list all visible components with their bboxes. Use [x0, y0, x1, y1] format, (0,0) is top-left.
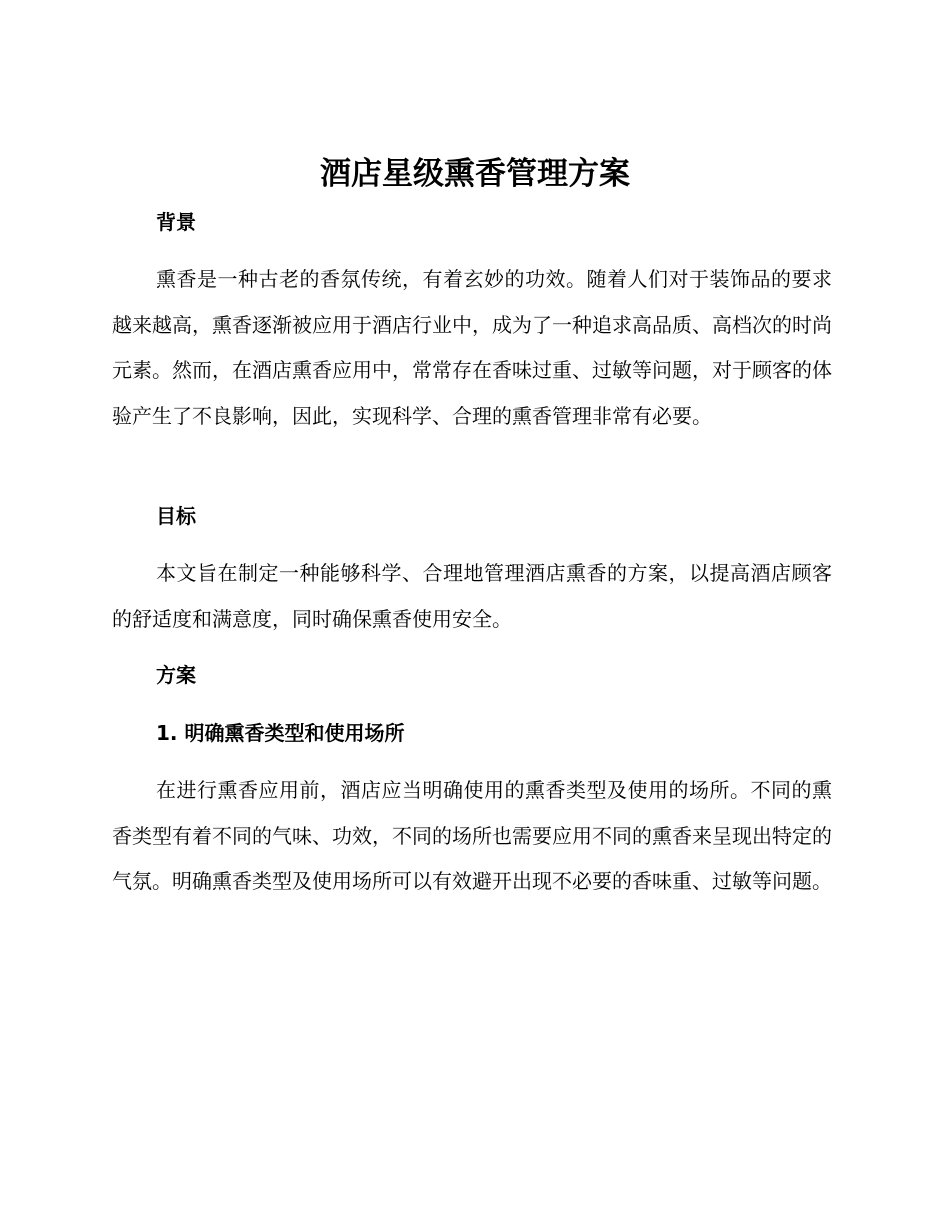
subsection-heading-1: 1. 明确熏香类型和使用场所: [156, 721, 405, 745]
section-paragraph-background: 熏香是一种古老的香氛传统，有着玄妙的功效。随着人们对于装饰品的要求越来越高，熏香逐渐被应用于酒店行业中，成为了一种追求高品质、高档次的时尚元素。然而，在酒店熏香应用中，常常存在香味过重、过敏等问题，对于顾客的体验产生了不良影响，因此，实现科学、合理的熏香管理非常有必要。: [112, 267, 832, 428]
document-title: 酒店星级熏香管理方案: [320, 156, 630, 192]
section-paragraph-goal: 本文旨在制定一种能够科学、合理地管理酒店熏香的方案，以提高酒店顾客的舒适度和满意度，同时确保熏香使用安全。: [112, 561, 832, 631]
section-heading-plan: 方案: [156, 663, 196, 687]
subsection-paragraph-1: 在进行熏香应用前，酒店应当明确使用的熏香类型及使用的场所。不同的熏香类型有着不同的气味、功效，不同的场所也需要应用不同的熏香来呈现出特定的气氛。明确熏香类型及使用场所可以有效避开出现不必要的香味重、过敏等问题。: [112, 778, 832, 893]
section-heading-goal: 目标: [156, 504, 196, 528]
section-heading-background: 背景: [156, 210, 196, 234]
